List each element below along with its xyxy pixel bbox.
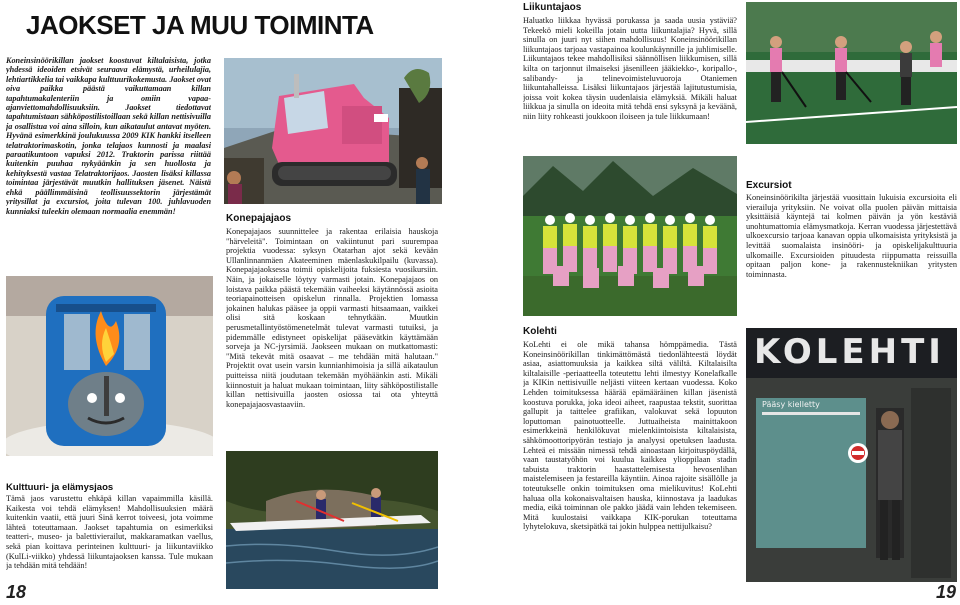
kolehti-poster-title: KOLEHTI [754,332,945,372]
konepaja-text: Konepajajaos suunnittelee ja rakentaa erilaisia hauskoja "härveleitä". Toimintaan on vakiintunut pari suurempaa projektia vuodessa: syksyn Otatarhan ajot sekä kevään Ullanlinnanmäen Akateeminen mäenlaskukilpailu (kuvassa). Konepajajaoksessa toimii opiskelijoita fuksiesta vuosikursiin. Näin, ja jokaiselle löytyy varmasti jotain. Konepajajaos on loistava paikka päästä tekemään vaiheeksi käytännössä asioita teoriapainotteisen opiskelun rinnalla. Projektien lomassa jokainen halukas pääsee ja oppii varmasti hitsaamaan, vaikkei olisi sitä koskaan tehnytkään. Muutkin perusmetallintyöstömenetelmät tulevat varmasti tutuiksi, ja pidemmälle edistyneet opiskelijat pääsevätkin käyttämään sorveja ja NC-jyrsimiä. Jaokseen mukaan on mutkattomasti: "Mitä tekevät mitä osaavat – me tehdään mitä halutaan." Projektit ovat usein varsin kunnianhimoisia ja sillä aikataulun puitteissa niitä joudutaan tekemään myöhäänkin asti. Mikäli kiinnostuit ja haluat mukaan toimintaan, liity sähköpostilistalle killan nettisivuilla jaosten osiossa tai ota yhteyttä konepajajaosvastaaviin. [226,227,438,409]
liikunta-heading: Liikuntajaos [523,2,582,13]
left-page-number: 18 [6,582,27,602]
kolehti-poster-caption: Pääsy kielletty [762,400,820,409]
group-photo [523,156,737,316]
culture-text: Tämä jaos varustettu ehkäpä killan vapaimmilla käsillä. Kaikesta voi tehdä elämyksen! Mahdollisuuksien määrä kuitenkin vaatii, että juuri Sinä kerrot toiveesi, jota voimme lähteä toteuttamaan. Jaokset tapahtumia on esimerkiksi teatteri-, museo- ja balettivierailut, makkaramatkan vaellus, sekä pian koittava perinteinen kulttuuri- ja liikuntaviikko (KulLi-viikko) yhdessä liikuntajaoksen kanssa. Tule mukaan ja tehdään mitä tehdään! [6,494,213,571]
liikunta-text: Haluatko liikkaa hyvässä porukassa ja saada uusia ystäviä? Tekeekö mieli kokeilla jotain uutta liikuntalajia? Hyvä, sillä sinulla on juuri nyt siihen mahdollisuus! Koneinsinöörikillan liikuntajaos tarjoaa vastapainoa koulunkäynnille ja juhlimiselle. Liikuntajaos tekee mahdollisiksi säännöllisen liikkumisen, sillä kilta on tarjonnut ilmaiseksi jäsenilleen jääkiekko-, koripallo-, salibandy- ja telinevoimisteluvuoroja Otaniemen liikuntahalleissa. Lisäksi liikuntajaos järjestää lajitutustumisia, joissa voit kokea täysin uudenlaisia elämyksiä. Mikäli haluat liikkua ja sinulla on ideoita mitä tehdä ensi syksynä ja keväänä, niin liity rohkeasti joukkoon iloiseen ja tule liikkumaan! [523,16,737,121]
excursiot-text: Koneinsinöörikilta järjestää vuosittain lukuisia excursioita eli vierailuja yrityksiin. Ne voivat olla puolen päivän mittaisia yksittäisiä käyntejä tai kolmen päivän ja yön kestäviä unohtumattomia elämysmatkoja. Kerran vuodessa järjestettävä ulkoexcursio tarjoaa kanavan oppia ulkomaisista yrityksistä ja levittää suomalaista insinööri- ja opiskelijakulttuuria ulkomaille. Excursioiden pituudesta riippumatta reissuilla opitaan paljon kone- ja rakennustekniikan yritysten toiminnasta. [746,193,957,279]
konepaja-heading: Konepajajaos [226,213,292,224]
floorball-photo [746,2,957,144]
culture-heading: Kulttuuri- ja elämysjaos [6,482,114,493]
left-intro-text: Koneinsinöörikillan jaokset koostuvat kiltalaisista, jotka yhdessä ideoiden etsivät seuraava elämystä, urheilulajia, lehtiartikkelia tai vaikkapa kulttuurikokemusta. Jaokset ovat oiva paikka päästä vaikuttamaan killan tapahtumakalenteriin ja omiin vapaa-ajanviettomahdollisuuksiin. Jaokset tiedottavat tapahtumistaan sähköpostilistoillaan sekä killan nettisivuilla ja osallistua voi aina silloin, kun aikataulut antavat myöten. Hyvänä esimerkkinä joulukuussa 2009 KIK hankki itselleen telatraktorimaskotin, jonka telajaos kunnosti ja maalasi paraatikuntoon vapuksi 2012. Traktorin parissa riittää kuitenkin puuhaa nykyäänkin ja sen huollosta ja kehityksestä vastaa Telatraktorijaos. Jaosten lisäksi killassa toimintaa järjestävät muutkin hallituksen jäsenet. Näistä ehkä päällimmäisinä teollisuussektorin järjestämät yritysillat ja excursiot, joita tulevan 100. juhlavuoden kunniaksi tuleekin olemaan normaalia enemmän! [6,56,211,216]
right-page-number: 19 [936,582,957,602]
left-page-title: JAOKSET JA MUU TOIMINTA [26,10,374,40]
kolehti-heading: Kolehti [523,326,557,337]
kolehti-text: KoLehti ei ole mikä tahansa hömppämedia. Tästä Koneinsinöörikillan tinkimättömästä tiedonlähteestä löydät asiaa, asiattomuuksia ja kaikkea siltä väliltä. Kiltalaisilta kiltalaisille -periaatteella toteutettu lehti ilmestyy Konelafkalle ja KIKin nettisivuille neljästi viiteen kertaan vuodessa. Koko Lehden toimituksessa häärää epämääräinen killan jäsenistä koostuva porukka, joka ideoi aiheet, raapustaa tekstit, suorittaa gallupit ja taittelee grafiikan, valokuvat sekä lopuuton loputtoman painotuotteelle. Juttuaiheista mainittakoon esimerkkeinä henkilökuvat mielenkiintoisista kiltalaisista, sähkömoottoripyörän testiajo ja analyysi opetuksen laadusta. Lehteä ei missään nimessä tehdä ainoastaan kirjoituspöydällä, vaan taustatyöhön voi kuulua kaikkea ylioppilaan stadin tabuista traktorin haastattelemisesta hevosenlihan maistelemiseen ja festareilla käyntiin. Ainoa rajoite sisällölle ja toteutukselle onkin toimituksen oma mielikuvitus! KoLehti haluaa olla kokonaisvaltaisen hauska, kiinnostava ja laadukas media, eikä toiminnan ole pakko jäädä vain lehden tekemiseen. Mitä kuulostaisi vaikkapa KIK-porukan toteuttama lyhytelokuva, sketsipätkä tai jokin hulppea nettijulkaisu? [523,340,737,532]
steam-engine-photo [6,276,213,456]
kolehti-poster [746,328,957,582]
tractor-photo [224,58,442,204]
kayak-photo [226,451,438,589]
excursiot-heading: Excursiot [746,180,792,191]
